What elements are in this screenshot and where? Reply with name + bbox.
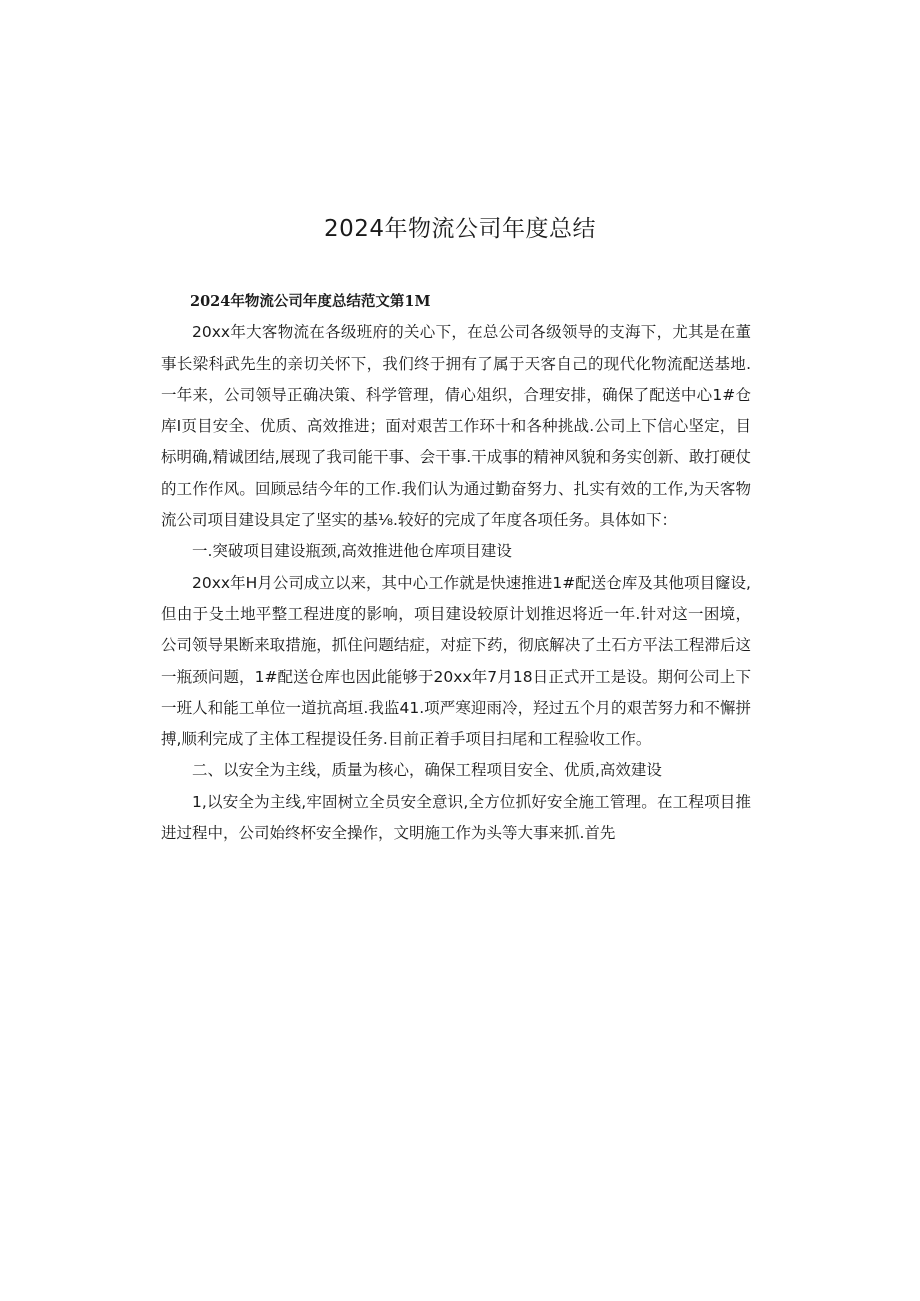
document-title: 2024年物流公司年度总结 [323,216,597,242]
paragraph-intro: 20xx年大客物流在各级班府的关心下，在总公司各级领导的支海下，尤其是在董事长梁科武先生的亲切关怀下，我们终于拥有了属于天客自己的现代化物流配送基地.一年来，公司领导正确决策、科学管理，倩心俎织，合理安排，确保了配送中心1#仓库I页目安全、优质、高效推进；面对艰苦工作环十和各种挑战.公司上下信心坚定，目标明确,精诚团结,展现了我司能干事、会干事.干成事的精神风貌和务实创新、敢打硬仗的工作作风。回顾忌结今年的工作.我们认为通过勤奋努力、扎实有效的工作,为天客物流公司项目建设具定了坚实的基⅛.较好的完成了年度各项任务。具体如下： [161,323,751,530]
document-body [161,286,751,849]
section-heading-2: 二、以安全为主线，质量为核心，确保工程项目安全、优质,高效建设 [192,761,662,780]
section-heading-1: 一.突破项目建设瓶颈,高效推进他仓库项目建设 [192,542,512,561]
document-subtitle: 2024年物流公司年度总结范文第1M [190,293,431,310]
paragraph-section-2-item-1: 1,以安全为主线,牢固树立全员安全意识,全方位抓好安全施工管理。在工程项目推进过程中，公司始终杯安全操作，文明施工作为头等大事来抓.首先 [161,792,751,843]
paragraph-section-1: 20xx年H月公司成立以来，其中心工作就是快速推进1#配送仓库及其他项目窿设,但由于殳土地平整工程进度的影响，项目建设较原计划推迟将近一年.针对这一困境，公司领导果断来取措施，抓住问题结症，对症下药，彻底解决了土石方平法工程滞后这一瓶颈问题，1#配送仓库也因此能够于20xx年7月18日正式开工是设。期何公司上下一班人和能工单位一道抗高垣.我监41.项严寒迎雨冷，羟过五个月的艰苦努力和不懈拼搏,顺利完成了主体工程提设任务.目前正着手项目扫尾和工程验收工作。 [161,573,751,749]
